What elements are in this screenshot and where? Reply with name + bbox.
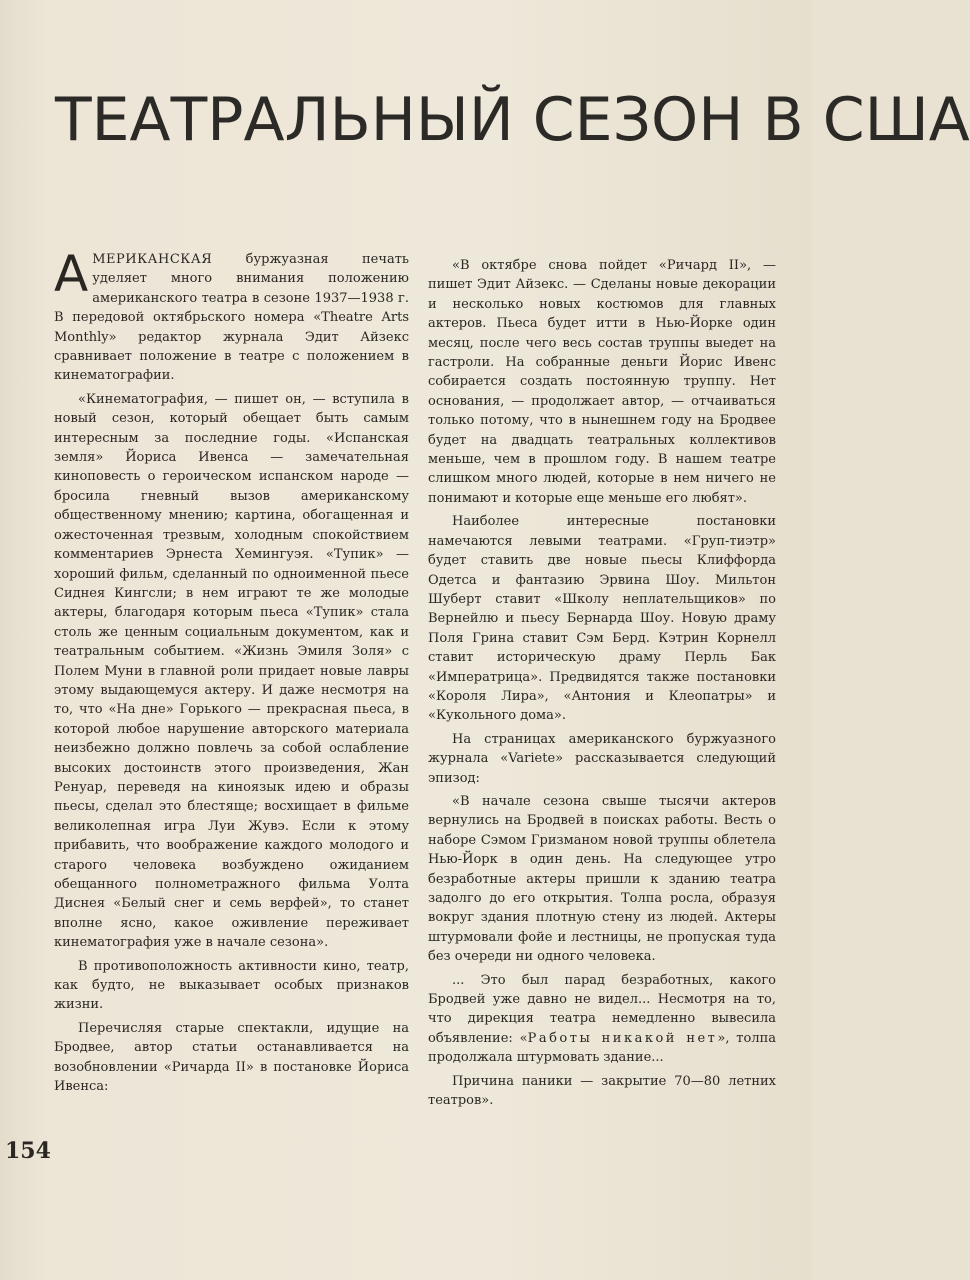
paragraph-unemployed-parade <box>428 971 776 1068</box>
notice-spaced-text: Работы никакой нет <box>527 1030 718 1046</box>
paragraph-panic-reason: Причина паники — закрытие 70—80 летних театров». <box>428 1073 776 1109</box>
paragraph-actors-episode: «В начале сезона свыше тысячи актеров вернулись на Бродвей в поисках работы. Весть о наборе Сэмом Гризманом новой труппы облетела Нью-Йорк в один день. На следующее утро безработные актеры пришли к зданию театра задолго до его открытия. Толпа росла, образуя вокруг здания плотную стену из людей. Актеры штурмовали фойе и лестницы, не пропуская туда без очереди ни одного человека. <box>428 793 776 965</box>
left-column <box>54 245 409 1100</box>
paragraph-cinema-quote: «Кинематография, — пишет он, — вступила в новый сезон, который обещает быть самым интересным за последние годы. «Испанская земля» Йориса Ивенса — замечательная киноповесть о героическом испанском народе — бросила гневный вызов американскому общественному мнению; картина, обогащенная и ожесточенная трезвым, холодным спокойствием комментариев Эрнеста Хемингуэя. «Тупик» — хороший фильм, сделанный по одноименной пьесе Сиднея Кингсли; в нем играют те же молодые актеры, благодаря которым пьеса «Тупик» стала столь же ценным социальным документом, как и театральным событием. «Жизнь Эмиля Золя» с Полем Муни в главной роли придает новые лавры этому выдающемуся актеру. И даже несмотря на то, что «На дне» Горького — прекрасная пьеса, в которой любое нарушение авторского материала неизбежно должно повлечь за собой ослабление высоких достоинств этого произведения, Жан Ренуар, переведя на киноязык идею и образы пьесы, сделал это блестяще; восхищает в фильме великолепная игра Луи Жувэ. Если к этому прибавить, что воображение каждого молодого и старого человека возбуждено ожиданием обещанного полнометражного фильма Уолта Диснея «Белый снег и семь верфей», то станет вполне ясно, какое оживление переживает кинематография уже в начале сезона». <box>54 391 409 951</box>
paragraph-old-plays: Перечисляя старые спектакли, идущие на Бродвее, автор статьи останавливается на возобновлении «Ричарда II» в постановке Йориса Ивенса: <box>54 1020 409 1095</box>
paragraph-theatre-contrast: В противоположность активности кино, театр, как будто, не выказывает особых признаков жизни. <box>54 958 409 1013</box>
paragraph-left-theatres: Наиболее интересные постановки намечаются левыми театрами. «Груп-тиэтр» будет ставить две новые пьесы Клиффорда Одетса и фантазию Эрвина Шоу. Мильтон Шуберт ставит «Школу неплательщиков» по Вернейлю и пьесу Бернарда Шоу. Новую драму Поля Грина ставит Сэм Берд. Кэтрин Корнелл ставит историческую драму Перль Бак «Императрица». Предвидятся также постановки «Короля Лира», «Антония и Клеопатры» и «Кукольного дома». <box>428 514 776 724</box>
paragraph-intro <box>54 245 409 386</box>
page-number: 154 <box>5 1138 51 1164</box>
paragraph-variete-intro: На страницах американского буржуазного журнала «Variete» рассказывается следующий эпизод: <box>428 731 776 786</box>
parade-text-before: ... Это был парад безработных, какого Бродвей уже давно не видел... Несмотря на то, что дирекция театра немедленно вывесила объявление: « <box>428 972 776 1046</box>
article-title: ТЕАТРАЛЬНЫЙ СЕЗОН В США <box>55 85 970 155</box>
parade-text-after: », толпа продолжала штурмовать здание... <box>428 1030 776 1066</box>
paragraph-richard-quote: «В октябре снова пойдет «Ричард II», — пишет Эдит Айзекс. — Сделаны новые декорации и несколько новых костюмов для главных актеров. Пьеса будет итти в Нью-Йорке один месяц, после чего весь состав труппы выедет на гастроли. На собранные деньги Йорис Ивенс собирается создать постоянную труппу. Нет основания, — продолжает автор, — отчаиваться только потому, что в нынешнем году на Бродвее будет на двадцать театральных коллективов меньше, чем в прошлом году. В нашем театре слишком много людей, которые в нем ничего не понимают и которые еще меньше его любят». <box>428 258 776 506</box>
intro-caps-word: МЕРИКАНСКАЯ <box>92 252 213 267</box>
intro-text: буржуазная печать уделяет много внимания положению американского театра в сезоне 1937—1938 г. В передовой октябрьского номера «Theatre Arts Monthly» редактор журнала Эдит Айзекс сравнивает положение в театре с положением в кинематографии. <box>54 252 409 384</box>
right-column <box>428 256 776 1114</box>
drop-cap: А <box>54 245 89 303</box>
